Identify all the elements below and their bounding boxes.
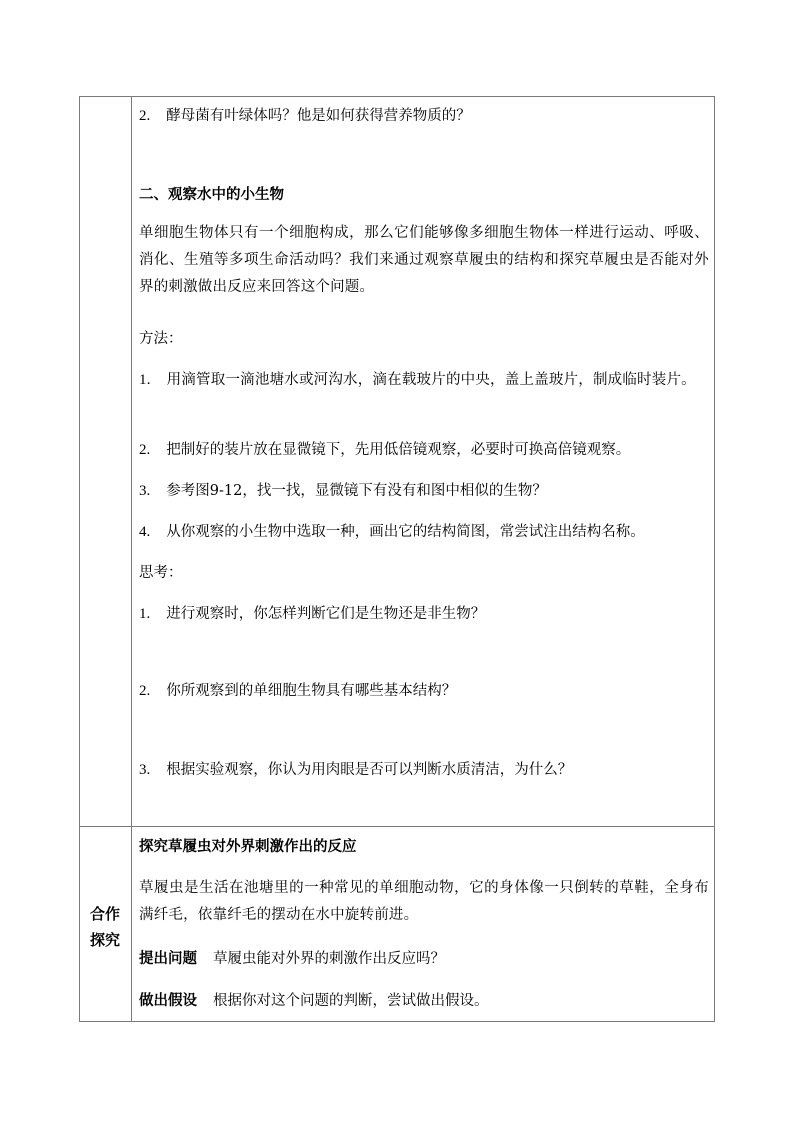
cooperation-label-line2: 探究 <box>89 931 120 949</box>
table-left-border <box>79 96 80 1022</box>
section-heading: 二、观察水中的小生物 <box>139 187 284 203</box>
hypothesis-label: 做出假设 <box>139 993 197 1009</box>
method-step-3 <box>139 479 709 503</box>
step-text: 用滴管取一滴池塘水或河沟水，滴在载玻片的中央，盖上盖玻片，制成临时装片。 <box>166 372 696 388</box>
question-text: 你所观察到的单细胞生物具有哪些基本结构？ <box>166 683 457 699</box>
question-number: 2. <box>139 683 151 699</box>
cooperation-heading: 探究草履虫对外界刺激作出的反应 <box>139 839 357 855</box>
hypothesis-text: 根据你对这个问题的判断，尝试做出假设。 <box>213 993 489 1009</box>
think-question-2 <box>139 679 709 703</box>
step-number: 3. <box>139 483 151 499</box>
step-text: 参考图9-12，找一找，显微镜下有没有和图中相似的生物？ <box>166 483 547 499</box>
table-bottom-border <box>79 1021 715 1022</box>
step-text: 把制好的装片放在显微镜下，先用低倍镜观察，必要时可换高倍镜观察。 <box>166 442 631 458</box>
step-number: 1. <box>139 372 151 388</box>
raise-question-text: 草履虫能对外界的刺激作出反应吗？ <box>213 951 445 967</box>
step-number: 2. <box>139 442 151 458</box>
hypothesis-row <box>139 989 709 1013</box>
method-label: 方法： <box>139 331 183 347</box>
worksheet-table <box>79 96 715 1022</box>
raise-question-row <box>139 947 709 971</box>
question-text: 进行观察时，你怎样判断它们是生物还是非生物？ <box>166 606 486 622</box>
question-text: 酵母菌有叶绿体吗？他是如何获得营养物质的？ <box>166 108 471 124</box>
think-question-1 <box>139 602 709 626</box>
step-text: 从你观察的小生物中选取一种，画出它的结构简图，常尝试注出结构名称。 <box>166 524 645 540</box>
method-step-2 <box>139 438 709 462</box>
question-yeast <box>139 104 709 128</box>
think-label: 思考： <box>139 565 183 581</box>
step-number: 4. <box>139 524 151 540</box>
think-question-3 <box>139 758 709 782</box>
method-step-4 <box>139 520 709 544</box>
raise-question-label: 提出问题 <box>139 951 197 967</box>
column-divider <box>131 96 132 1022</box>
row-divider <box>79 826 715 827</box>
cooperation-label <box>79 901 131 953</box>
table-right-border <box>714 96 715 1022</box>
question-number: 2. <box>139 108 151 124</box>
question-number: 1. <box>139 606 151 622</box>
method-step-1 <box>139 367 709 423</box>
section-intro: 单细胞生物体只有一个细胞构成，那么它们能够像多细胞生物体一样进行运动、呼吸、消化、生殖等多项生命活动吗？我们来通过观察草履虫的结构和探究草履虫是否能对外界的刺激做出反应来回答这个问题。 <box>139 225 709 295</box>
table-top-border <box>79 96 715 97</box>
cooperation-label-line1: 合作 <box>89 905 120 923</box>
cooperation-intro: 草履虫是生活在池塘里的一种常见的单细胞动物，它的身体像一只倒转的草鞋，全身布满纤毛，依靠纤毛的摆动在水中旋转前进。 <box>139 880 709 923</box>
question-number: 3. <box>139 762 151 778</box>
question-text: 根据实验观察，你认为用肉眼是否可以判断水质清洁，为什么？ <box>166 762 573 778</box>
